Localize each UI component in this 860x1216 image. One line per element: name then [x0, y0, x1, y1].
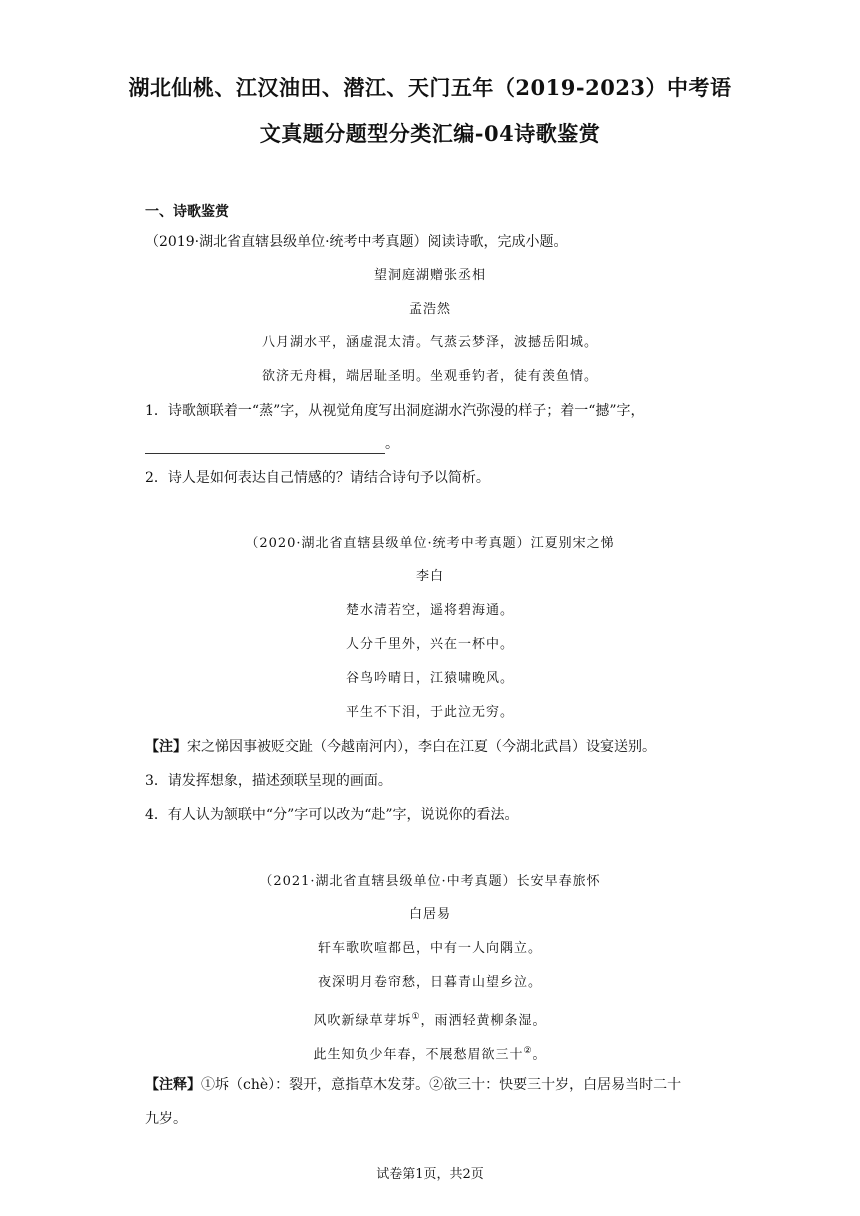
- set1-poem-title: 望洞庭湖赠张丞相: [373, 268, 486, 283]
- set1-intro: （2019·湖北省直辖县级单位·统考中考真题）阅读诗歌，完成小题。: [145, 234, 568, 250]
- set2-poem-line: 平生不下泪，于此泣无穷。: [345, 705, 514, 720]
- page-title-line1: 湖北仙桃、江汉油田、潜江、天门五年（2019-2023）中考语: [128, 75, 732, 100]
- page-footer: 试卷第1页，共2页: [376, 1167, 484, 1182]
- note-label: 【注】: [145, 739, 187, 755]
- footnote-marker: ①: [411, 1012, 421, 1022]
- poem-text: 。: [532, 1047, 547, 1063]
- set1-poem-line: 八月湖水平，涵虚混太清。气蒸云梦泽，波撼岳阳城。: [261, 335, 598, 350]
- answer-blank[interactable]: [145, 439, 385, 454]
- set3-poem-line: 夜深明月卷帘愁，日暮青山望乡泣。: [317, 975, 542, 990]
- set1-poem-line: 欲济无舟楫，端居耻圣明。坐观垂钓者，徒有羡鱼情。: [261, 369, 598, 384]
- note-text: 宋之悌因事被贬交趾（今越南河内），李白在江夏（今湖北武昌）设宴送别。: [187, 739, 656, 755]
- poem-text: ，雨洒轻黄柳条湿。: [420, 1013, 547, 1029]
- set2-header: （2020·湖北省直辖县级单位·统考中考真题）江夏别宋之悌: [245, 536, 615, 551]
- note-label: 【注释】: [145, 1077, 201, 1093]
- set3-poem-line: [0, 1041, 860, 1065]
- question-2: 2．诗人是如何表达自己情感的？请结合诗句予以简析。: [145, 470, 490, 486]
- set3-note-continued: 九岁。: [145, 1111, 187, 1127]
- set2-author: 李白: [415, 569, 444, 584]
- page-title-line2: 文真题分题型分类汇编-04诗歌鉴赏: [259, 121, 601, 146]
- question-3: 3．请发挥想象，描述颈联呈现的画面。: [145, 773, 392, 789]
- set3-author: 白居易: [408, 907, 451, 922]
- section-heading: 一、诗歌鉴赏: [145, 204, 229, 220]
- set2-note: [145, 737, 656, 757]
- set2-poem-line: 谷鸟吟晴日，江猿啸晚风。: [345, 671, 514, 686]
- question-1: 1．诗歌颔联着一“蒸”字，从视觉角度写出洞庭湖水汽弥漫的样子；着一“撼”字，: [145, 403, 645, 419]
- set3-poem-line: 轩车歌吹喧都邑，中有一人向隅立。: [317, 941, 542, 956]
- question-1-end: 。: [385, 436, 399, 452]
- note-text: ①坼（chè）：裂开，意指草木发芽。②欲三十：快要三十岁，白居易当时二十: [201, 1077, 682, 1093]
- set3-poem-line: [0, 1007, 860, 1031]
- poem-text: 风吹新绿草芽坼: [313, 1013, 412, 1029]
- set3-note: [145, 1075, 681, 1095]
- set1-author: 孟浩然: [408, 302, 451, 317]
- set3-header: （2021·湖北省直辖县级单位·中考真题）长安早春旅怀: [259, 874, 601, 889]
- footnote-marker: ②: [523, 1046, 533, 1056]
- question-1-answer-line: [145, 434, 399, 454]
- question-4: 4．有人认为颔联中“分”字可以改为“赴”字，说说你的看法。: [145, 807, 519, 823]
- poem-text: 此生知负少年春，不展愁眉欲三十: [313, 1047, 524, 1063]
- set2-poem-line: 楚水清若空，遥将碧海通。: [345, 603, 514, 618]
- set2-poem-line: 人分千里外，兴在一杯中。: [345, 637, 514, 652]
